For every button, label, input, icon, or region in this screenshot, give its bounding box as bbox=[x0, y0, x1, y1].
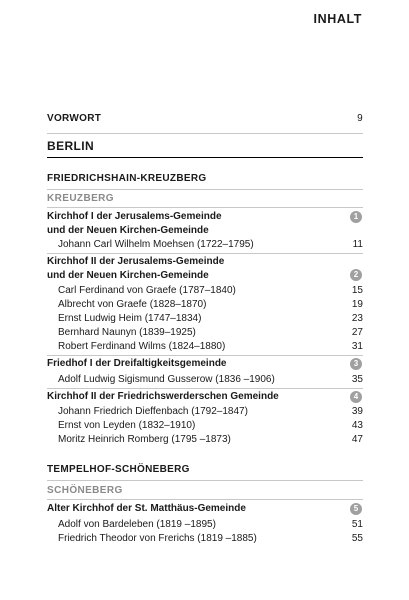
divider bbox=[47, 480, 363, 481]
toc-entry[interactable] bbox=[47, 340, 363, 353]
toc-entry[interactable] bbox=[47, 284, 363, 297]
toc-entry[interactable] bbox=[47, 298, 363, 311]
toc-entry[interactable] bbox=[47, 405, 363, 418]
divider bbox=[47, 133, 363, 134]
toc-entry[interactable] bbox=[47, 238, 363, 251]
cemetery-number-badge: 3 bbox=[350, 358, 362, 370]
entry-page: 27 bbox=[351, 327, 363, 338]
entry-page: 11 bbox=[352, 239, 363, 250]
cemetery-title-line: Friedhof I der Dreifaltigkeitsgemeinde bbox=[47, 358, 227, 369]
toc-entry[interactable] bbox=[47, 312, 363, 325]
toc-entry[interactable] bbox=[47, 518, 363, 531]
cemetery-title[interactable] bbox=[47, 390, 363, 404]
cemetery-title-line: Kirchhof II der Jerusalems-Gemeinde bbox=[47, 256, 225, 267]
district-heading-label: FRIEDRICHSHAIN-KREUZBERG bbox=[47, 173, 207, 184]
cemetery-title-line: Alter Kirchhof der St. Matthäus-Gemeinde bbox=[47, 503, 246, 514]
divider bbox=[47, 355, 363, 356]
cemetery-number-badge: 4 bbox=[350, 391, 362, 403]
divider bbox=[47, 499, 363, 500]
cemetery-title[interactable] bbox=[47, 357, 363, 371]
vorwort-page: 9 bbox=[357, 113, 363, 124]
district-heading bbox=[47, 172, 363, 185]
cemetery-title-line: Kirchhof II der Friedrichswerderschen Gemeinde bbox=[47, 391, 279, 402]
entry-name: Adolf von Bardeleben (1819 –1895) bbox=[58, 519, 216, 530]
divider bbox=[47, 253, 363, 254]
cemetery-title[interactable] bbox=[47, 502, 363, 516]
entry-page: 31 bbox=[351, 341, 363, 352]
entry-page: 19 bbox=[351, 299, 363, 310]
entry-name: Robert Ferdinand Wilms (1824–1880) bbox=[58, 341, 226, 352]
toc-entry[interactable] bbox=[47, 433, 363, 446]
subdistrict-heading: SCHÖNEBERG bbox=[47, 485, 123, 496]
cemetery-title[interactable] bbox=[47, 255, 363, 283]
entry-name: Johann Friedrich Dieffenbach (1792–1847) bbox=[58, 406, 248, 417]
entry-name: Johann Carl Wilhelm Moehsen (1722–1795) bbox=[58, 239, 254, 250]
entry-page: 39 bbox=[351, 406, 363, 417]
entry-name: Carl Ferdinand von Graefe (1787–1840) bbox=[58, 285, 236, 296]
entry-page: 15 bbox=[351, 285, 363, 296]
toc-entry[interactable] bbox=[47, 373, 363, 386]
entry-name: Moritz Heinrich Romberg (1795 –1873) bbox=[58, 434, 231, 445]
divider bbox=[47, 388, 363, 389]
cemetery-number-badge: 5 bbox=[350, 503, 362, 515]
divider bbox=[47, 207, 363, 208]
entry-name: Bernhard Naunyn (1839–1925) bbox=[58, 327, 196, 338]
entry-name: Albrecht von Graefe (1828–1870) bbox=[58, 299, 207, 310]
subdistrict-heading: KREUZBERG bbox=[47, 193, 114, 204]
district-heading-label: TEMPELHOF-SCHÖNEBERG bbox=[47, 464, 190, 475]
vorwort-row[interactable] bbox=[47, 112, 363, 125]
page-title: INHALT bbox=[313, 12, 362, 26]
cemetery-number-badge: 1 bbox=[350, 211, 362, 223]
entry-name: Adolf Ludwig Sigismund Gusserow (1836 –1906) bbox=[58, 374, 275, 385]
vorwort-label: VORWORT bbox=[47, 113, 102, 124]
cemetery-title-line: Kirchhof I der Jerusalems-Gemeinde bbox=[47, 211, 222, 222]
divider bbox=[47, 189, 363, 190]
entry-name: Friedrich Theodor von Frerichs (1819 –1885) bbox=[58, 533, 257, 544]
toc-entry[interactable] bbox=[47, 532, 363, 545]
cemetery-title-line: und der Neuen Kirchen-Gemeinde bbox=[47, 225, 209, 236]
section-berlin: BERLIN bbox=[47, 139, 95, 153]
entry-page: 51 bbox=[351, 519, 363, 530]
entry-name: Ernst Ludwig Heim (1747–1834) bbox=[58, 313, 202, 324]
toc-entry[interactable] bbox=[47, 419, 363, 432]
toc-entry[interactable] bbox=[47, 326, 363, 339]
district-heading bbox=[47, 463, 363, 476]
entry-page: 47 bbox=[351, 434, 363, 445]
entry-name: Ernst von Leyden (1832–1910) bbox=[58, 420, 196, 431]
cemetery-title-line: und der Neuen Kirchen-Gemeinde bbox=[47, 270, 209, 281]
divider bbox=[47, 157, 363, 158]
cemetery-number-badge: 2 bbox=[350, 269, 362, 281]
cemetery-title[interactable] bbox=[47, 210, 363, 238]
entry-page: 23 bbox=[351, 313, 363, 324]
entry-page: 55 bbox=[351, 533, 363, 544]
entry-page: 43 bbox=[351, 420, 363, 431]
entry-page: 35 bbox=[351, 374, 363, 385]
